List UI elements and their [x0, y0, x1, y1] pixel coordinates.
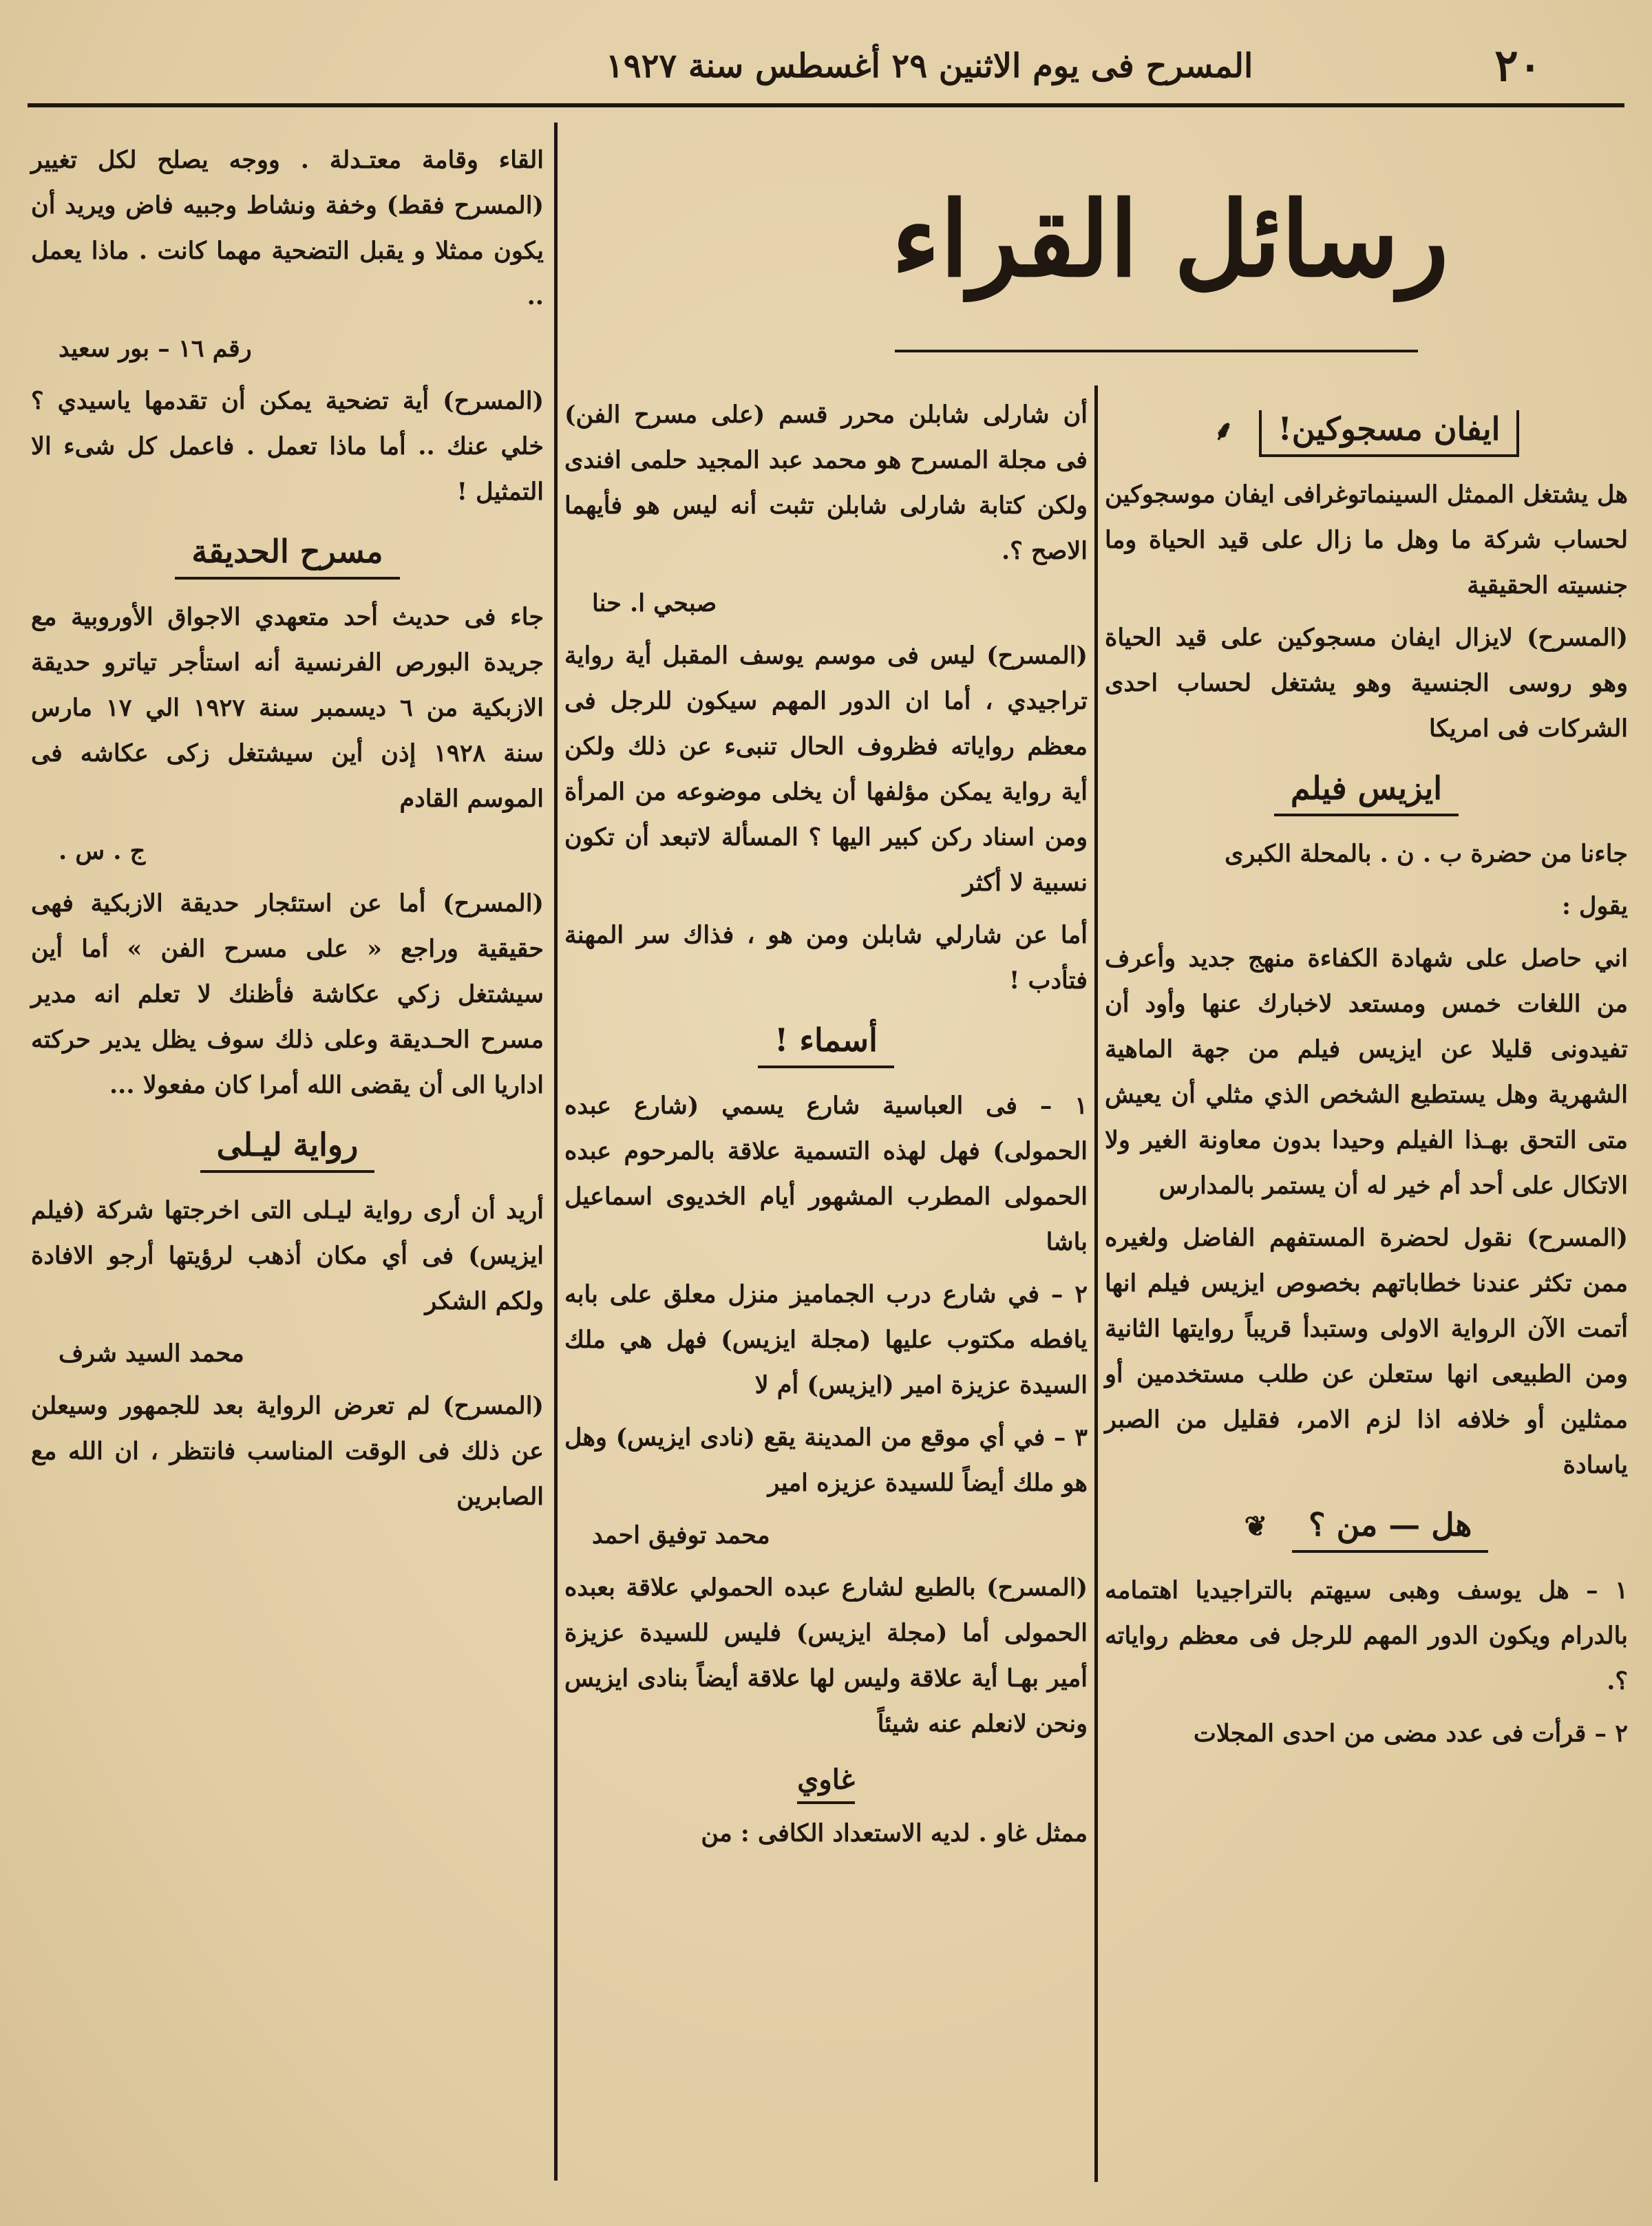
heading-text: مسرح الحديقة — [175, 533, 399, 580]
heading-text: ايفان مسجوكين! — [1259, 410, 1520, 457]
letter-says: يقول : — [1561, 892, 1628, 920]
letter-signature: رقم ١٦ – بور سعيد — [59, 335, 252, 363]
heading-who — [1105, 1506, 1628, 1553]
question-1: ١ – هل يوسف وهبى سيهتم بالتراجيديا اهتمامه بالدرام ويكون الدور المهم للرجل فى معظم رواياته ؟. — [1105, 1576, 1628, 1695]
heading-text: غاوي — [797, 1763, 855, 1804]
letter-text: القاء وقامة معتـدلة . ووجه يصلح لكل تغيير (المسرح فقط) وخفة ونشاط وجبيه فاض ويريد أن يكون ممثلا و يقبل التضحية مهما كانت . ماذا يعمل .. — [31, 146, 544, 310]
letter-text: اني حاصل على شهادة الكفاءة منهج جديد وأعرف من اللغات خمس ومستعد لاخبارك عنها وأود أن تفيدونى قليلا عن ايزيس فيلم من جهة الماهية الشهرية وهل يستطيع الشخص الذي مثلي أن يعيش متى التحق بهـذا الفيلم وحيدا بدون معاونة الغير ولا الاتكال على أحد أم خير له أن يستمر بالمدارس — [1105, 944, 1628, 1200]
reply-text: (المسرح) لايزال ايفان مسجوكين على قيد الحياة وهو روسى الجنسية وهو يشتغل لحساب احدى الشركات فى امريكا — [1105, 624, 1628, 743]
letter-text: أن شارلى شابلن محرر قسم (على مسرح الفن) فى مجلة المسرح هو محمد عبد المجيد حلمى افندى ولكن كتابة شارلى شابلن تثبت أنه ليس هو فأيهما الاصح ؟. — [564, 401, 1088, 565]
question-3: ٣ – في أي موقع من المدينة يقع (نادى ايزيس) وهل هو ملك أيضاً للسيدة عزيزه امير — [564, 1423, 1088, 1497]
letter-signature: صبحي ا. حنا — [592, 589, 717, 617]
section-masthead: رسائل القراء — [891, 179, 1449, 300]
heading-garden-theatre — [31, 533, 544, 580]
letter-text: جاء فى حديث أحد متعهدي الاجواق الأوروبية مع جريدة البورص الفرنسية أنه استأجر تياترو حديقة الازبكية من ٦ ديسمبر سنة ١٩٢٧ الي ١٧ مارس سنة ١٩٢٨ إذن أين سيشتغل زكى عكاشه فى الموسم القادم — [31, 603, 544, 813]
letter-signature: محمد السيد شرف — [59, 1339, 244, 1368]
question-2: ٢ – قرأت فى عدد مضى من احدى المجلات — [1193, 1719, 1628, 1748]
heading-text: رواية ليـلى — [200, 1126, 375, 1173]
column-left — [31, 138, 544, 1527]
heading-text: ايزيس فيلم — [1274, 770, 1459, 816]
column-rule-2 — [1094, 385, 1098, 2182]
letter-text: هل يشتغل الممثل السينماتوغرافى ايفان موسجوكين لحساب شركة ما وهل ما زال على قيد الحياة وما جنسيته الحقيقية — [1105, 480, 1628, 600]
reply-text: (المسرح) أما عن استئجار حديقة الازبكية فهى حقيقية وراجع « على مسرح الفن » أما أين سيشتغل زكي عكاشة فأظنك لا تعلم انه مدير مسرح الحـديقة وعلى ذلك سوف يظل يدير حركته اداريا الى أن يقضى الله أمرا كان مفعولا ... — [31, 889, 544, 1099]
reply-text: (المسرح) نقول لحضرة المستفهم الفاضل ولغيره ممن تكثر عندنا خطاباتهم بخصوص ايزيس فيلم انها أتمت الآن الرواية الاولى وستبدأ قريباً روايتها الثانية ومن الطبيعى انها ستعلن عن طلب مستخدمين أو ممثلين أو خلافه اذا لزم الامر، فقليل من الصبر ياسادة — [1105, 1224, 1628, 1479]
letter-text: ممثل غاو . لديه الاستعداد الكافى : من — [701, 1819, 1088, 1847]
letter-text: أريد أن أرى رواية ليـلى التى اخرجتها شركة (فيلم ايزيس) فى أي مكان أذهب لرؤيتها أرجو الافادة ولكم الشكر — [31, 1196, 544, 1315]
ornament-icon: ❦ — [1244, 1510, 1268, 1543]
page-number: ٢٠ — [1494, 40, 1542, 92]
page-header — [28, 28, 1624, 107]
column-right — [1105, 392, 1628, 1763]
letter-signature: ج . س . — [59, 837, 146, 865]
reply-text: (المسرح) لم تعرض الرواية بعد للجمهور وسيعلن عن ذلك فى الوقت المناسب فانتظر ، ان الله مع الصابرين — [31, 1392, 544, 1511]
heading-ivan-mosjoukine — [1105, 410, 1628, 457]
column-rule-1 — [554, 123, 558, 2181]
question-2: ٢ – في شارع درب الجماميز منزل معلق على بابه يافطه مكتوب عليها (مجلة ايزيس) فهل هي ملك السيدة عزيزة امير (ايزيس) أم لا — [564, 1280, 1088, 1399]
letter-signature: محمد توفيق احمد — [592, 1521, 770, 1549]
heading-text: أسماء ! — [758, 1021, 894, 1068]
masthead-rule — [895, 350, 1418, 352]
reply-text: (المسرح) بالطبع لشارع عبده الحمولي علاقة بعبده الحمولى أما (مجلة ايزيس) فليس للسيدة عزيزة أمير بهـا أية علاقة وليس لها علاقة أيضاً بنادى ايزيس ونحن لانعلم عنه شيئاً — [564, 1573, 1088, 1738]
dateline: المسرح فى يوم الاثنين ٢٩ أغسطس سنة ١٩٢٧ — [606, 47, 1253, 85]
ornament-icon: ⸙ — [1213, 414, 1234, 447]
heading-names — [564, 1021, 1088, 1068]
heading-laila-film — [31, 1126, 544, 1173]
heading-amateur — [564, 1763, 1088, 1804]
heading-text: هل — من ؟ — [1292, 1506, 1488, 1553]
heading-isis-film — [1105, 770, 1628, 816]
reply-text: (المسرح) ليس فى موسم يوسف المقبل أية رواية تراجيدي ، أما ان الدور المهم سيكون للرجل فى معظم رواياته فظروف الحال تنبىء عن ذلك ولكن أية رواية يمكن مؤلفها أن يخلى موضوعه من المرأة ومن اسناد ركن كبير اليها ؟ المسألة لاتبعد أن تكون نسبية لا أكثر — [564, 642, 1088, 897]
letter-intro: جاءنا من حضرة ب . ن . بالمحلة الكبرى — [1225, 840, 1628, 868]
reply-text: أما عن شارلي شابلن ومن هو ، فذاك سر المهنة فتأدب ! — [564, 921, 1088, 995]
reply-text: (المسرح) أية تضحية يمكن أن تقدمها ياسيدي ؟ خلي عنك .. أما ماذا تعمل . فاعمل كل شىء الا التمثيل ! — [31, 387, 544, 506]
column-middle — [564, 392, 1088, 1863]
question-1: ١ – فى العباسية شارع يسمي (شارع عبده الحمولى) فهل لهذه التسمية علاقة بالمرحوم عبده الحمولى المطرب المشهور أيام الخديوى اسماعيل باشا — [564, 1092, 1088, 1256]
